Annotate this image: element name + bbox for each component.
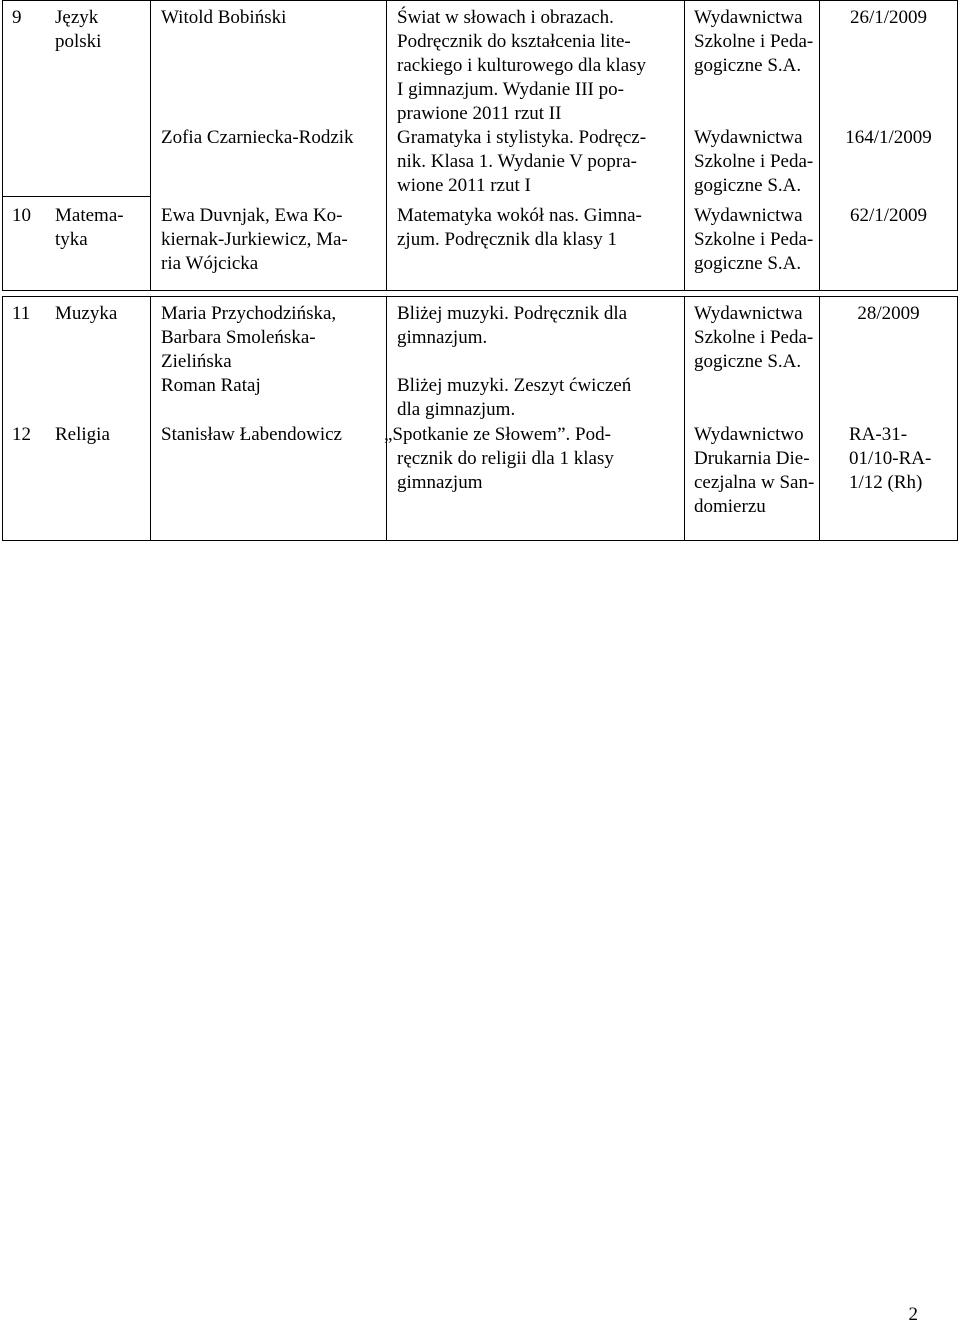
author-line: Zofia Czarniecka-Rodzik [161,127,354,148]
publisher-line: cezjalna w San- [694,472,815,493]
author-line: kiernak-Jurkiewicz, Ma- [161,229,348,250]
subject-line: polski [55,31,102,52]
title-line: gimnazjum [397,472,483,493]
row-number: 12 [12,424,31,445]
title-line: gimnazjum. [397,327,488,348]
approval-number: 26/1/2009 [849,7,928,28]
author-line: Barbara Smoleńska- [161,327,316,348]
subject-line: Muzyka [55,303,118,324]
publisher-line: Wydawnictwo [694,424,804,445]
publisher-line: gogiczne S.A. [694,55,802,76]
publisher-line: Szkolne i Peda- [694,151,814,172]
publisher-line: Drukarnia Die- [694,448,810,469]
title-line: Matematyka wokół nas. Gimna- [397,205,642,226]
approval-number-line: 01/10-RA- [849,448,932,469]
author-line: Maria Przychodzińska, [161,303,337,324]
title-line: I gimnazjum. Wydanie III po- [397,79,624,100]
title-line: Świat w słowach i obrazach. [397,7,614,28]
title-line: wione 2011 rzut I [397,175,531,196]
author-line: Zielińska [161,351,232,372]
author-line: Witold Bobiński [161,7,287,28]
subject-line: Religia [55,424,110,445]
title-line: „Spotkanie ze Słowem”. Pod- [384,424,611,445]
publisher-line: gogiczne S.A. [694,351,802,372]
publisher-line: gogiczne S.A. [694,175,802,196]
row-number: 9 [12,7,22,28]
title-line: zjum. Podręcznik dla klasy 1 [397,229,618,250]
row-number: 11 [12,303,31,324]
publisher-line: Szkolne i Peda- [694,327,814,348]
title-line: Podręcznik do kształcenia lite- [397,31,631,52]
approval-number: 62/1/2009 [849,205,928,226]
publisher-line: Wydawnictwa [694,205,803,226]
title-line: rackiego i kulturowego dla klasy [397,55,647,76]
publisher-line: domierzu [694,496,766,517]
author-line: Roman Rataj [161,375,261,396]
publisher-line: Szkolne i Peda- [694,229,814,250]
approval-number-line: RA-31- [849,424,908,445]
title-line: Bliżej muzyki. Podręcznik dla [397,303,628,324]
title-line: ręcznik do religii dla 1 klasy [397,448,614,469]
title-line: dla gimnazjum. [397,399,516,420]
subject-line: Język [55,7,99,28]
publisher-line: gogiczne S.A. [694,253,802,274]
approval-number: 28/2009 [857,303,920,324]
subject-line: tyka [55,229,88,250]
publisher-line: Wydawnictwa [694,127,803,148]
publisher-line: Wydawnictwa [694,303,803,324]
publisher-line: Wydawnictwa [694,7,803,28]
publisher-line: Szkolne i Peda- [694,31,814,52]
title-line: prawione 2011 rzut II [397,103,562,124]
author-line: Ewa Duvnjak, Ewa Ko- [161,205,343,226]
page-number: 2 [908,1304,918,1325]
row-number: 10 [12,205,31,226]
author-line: ria Wójcicka [161,253,259,274]
approval-number-line: 1/12 (Rh) [849,472,923,493]
approval-number: 164/1/2009 [845,127,932,148]
title-line: nik. Klasa 1. Wydanie V popra- [397,151,638,172]
title-line: Gramatyka i stylistyka. Podręcz- [397,127,647,148]
title-line: Bliżej muzyki. Zeszyt ćwiczeń [397,375,632,396]
subject-line: Matema- [55,205,124,226]
author-line: Stanisław Łabendowicz [161,424,342,445]
